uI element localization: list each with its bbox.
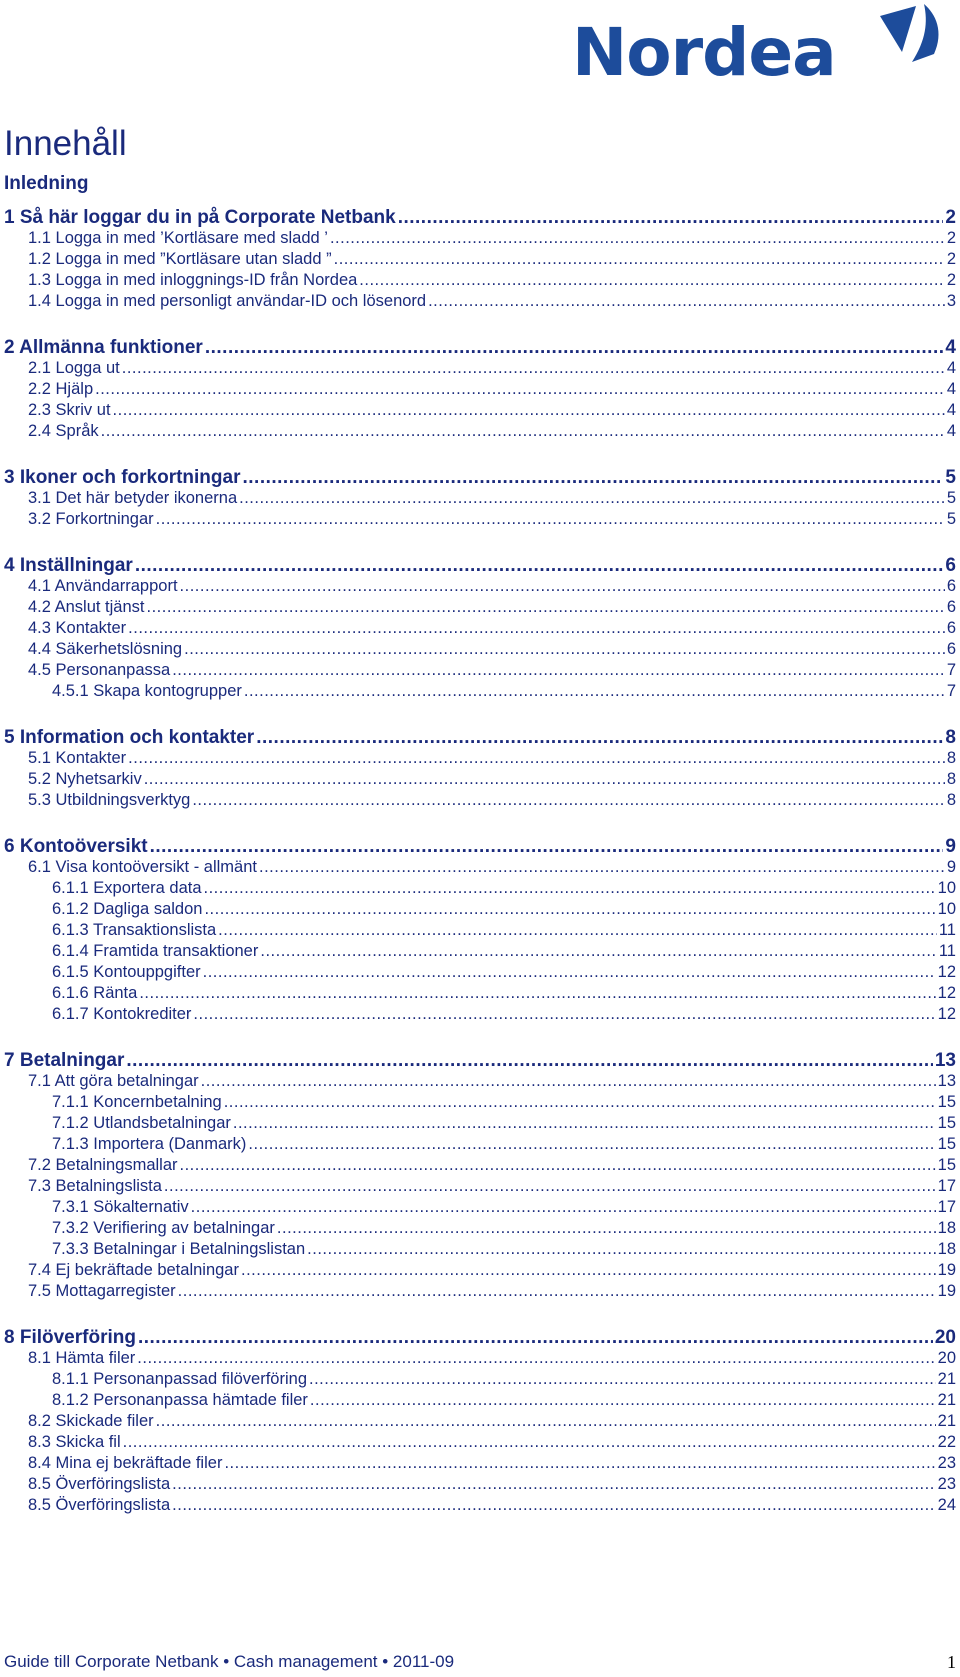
toc-page-number: 24 [937, 1496, 956, 1514]
toc-dot-leader [95, 379, 945, 399]
toc-entry[interactable] [52, 1368, 956, 1389]
toc-entry-title: 2.3 Skriv ut [28, 401, 111, 419]
toc-dot-leader [204, 878, 936, 898]
toc-entry-title: 4 Inställningar [4, 555, 133, 576]
toc-entry-title: 3 Ikoner och forkortningar [4, 467, 241, 488]
toc-entry[interactable] [28, 1473, 956, 1494]
toc-dot-leader [309, 1369, 936, 1389]
toc-entry-title: 7.1.1 Koncernbetalning [52, 1093, 222, 1111]
toc-dot-leader [128, 618, 945, 638]
toc-entry-title: 8.3 Skicka fil [28, 1433, 121, 1451]
toc-page-number: 2 [945, 207, 956, 228]
toc-entry[interactable] [28, 1154, 956, 1175]
toc-page-number: 18 [937, 1240, 956, 1258]
toc-dot-leader [330, 228, 945, 248]
toc-entry[interactable] [28, 357, 956, 378]
toc-dot-leader [128, 748, 945, 768]
toc-entry[interactable] [52, 898, 956, 919]
toc-entry-title: 5.2 Nyhetsarkiv [28, 770, 142, 788]
toc-entry-title: 1.2 Logga in med ”Kortläsare utan sladd ” [28, 250, 332, 268]
toc-page-number: 6 [946, 598, 956, 616]
toc-entry-title: 6.1.2 Dagliga saldon [52, 900, 203, 918]
toc-page-number: 10 [937, 879, 956, 897]
toc-dot-leader [244, 681, 945, 701]
toc-page-number: 8 [945, 727, 956, 748]
toc-entry-title: 4.1 Användarrapport [28, 577, 178, 595]
toc-entry[interactable] [52, 1003, 956, 1024]
toc-entry[interactable] [28, 747, 956, 768]
toc-entry-title: 3.2 Forkortningar [28, 510, 154, 528]
toc-entry[interactable] [52, 961, 956, 982]
toc-dot-leader [204, 899, 935, 919]
toc-page-number: 15 [937, 1114, 956, 1132]
toc-dot-leader [144, 769, 945, 789]
toc-entry[interactable] [28, 290, 956, 311]
toc-entry-title: 4.5 Personanpassa [28, 661, 171, 679]
page-title: Innehåll [4, 124, 127, 163]
toc-page-number: 2 [946, 271, 956, 289]
toc-page-number: 7 [946, 682, 956, 700]
toc-dot-leader [123, 1432, 936, 1452]
toc-page-number: 5 [946, 510, 956, 528]
toc-page-number: 10 [937, 900, 956, 918]
toc-page-number: 15 [937, 1093, 956, 1111]
toc-dot-leader [241, 1260, 936, 1280]
toc-entry-title: 8.1.1 Personanpassad filöverföring [52, 1370, 307, 1388]
toc-page-number: 19 [937, 1282, 956, 1300]
toc-entry-title: 6.1.1 Exportera data [52, 879, 202, 897]
toc-entry[interactable] [28, 1070, 956, 1091]
toc-entry[interactable] [28, 508, 956, 529]
page-footer [4, 1651, 956, 1673]
toc-entry-title: 6 Kontoöversikt [4, 836, 148, 857]
toc-entry-title: 8.5 Överföringslista [28, 1496, 171, 1514]
toc-entry[interactable] [52, 1238, 956, 1259]
toc-page-number: 7 [946, 661, 956, 679]
toc-entry[interactable] [28, 1259, 956, 1280]
toc-entry-title: 1.4 Logga in med personligt användar-ID och lösenord [28, 292, 427, 310]
toc-dot-leader [233, 1113, 936, 1133]
toc-entry-title: 7.5 Mottagarregister [28, 1282, 176, 1300]
toc-entry[interactable] [28, 596, 956, 617]
toc-page-number: 19 [937, 1261, 956, 1279]
toc-entry[interactable] [28, 768, 956, 789]
toc-page-number: 4 [945, 337, 956, 358]
toc-dot-leader [359, 270, 945, 290]
toc-entry[interactable] [28, 1410, 956, 1431]
toc-entry-title: 4.2 Anslut tjänst [28, 598, 145, 616]
toc-entry-title: 7 Betalningar [4, 1050, 125, 1071]
toc-entry[interactable] [28, 617, 956, 638]
toc-dot-leader [428, 291, 945, 311]
toc-page-number: 18 [937, 1219, 956, 1237]
toc-dot-leader [224, 1092, 936, 1112]
toc-entry[interactable] [28, 378, 956, 399]
toc-entry-title: 4.3 Kontakter [28, 619, 127, 637]
toc-page-number: 8 [946, 749, 956, 767]
toc-dot-leader [191, 1197, 936, 1217]
toc-entry[interactable] [52, 1196, 956, 1217]
toc-entry[interactable] [28, 1175, 956, 1196]
toc-entry-title: 7.4 Ej bekräftade betalningar [28, 1261, 239, 1279]
toc-entry-title: 6.1.3 Transaktionslista [52, 921, 217, 939]
toc-entry-title: 2 Allmänna funktioner [4, 337, 203, 358]
page-number: 1 [947, 1652, 956, 1672]
toc-entry[interactable] [52, 1133, 956, 1154]
toc-entry-title: 6.1.4 Framtida transaktioner [52, 942, 259, 960]
toc-page-number: 2 [946, 250, 956, 268]
toc-entry-title: 4.5.1 Skapa kontogrupper [52, 682, 242, 700]
toc-page-number: 5 [945, 467, 956, 488]
toc-page-number: 8 [946, 791, 956, 809]
toc-entry-title: 1 Så här loggar du in på Corporate Netbank [4, 207, 396, 228]
toc-entry[interactable] [52, 1112, 956, 1133]
toc-page-number: 9 [945, 836, 956, 857]
toc-entry-title: 6.1.5 Kontouppgifter [52, 963, 201, 981]
toc-page-number: 5 [946, 489, 956, 507]
toc-entry-title: 8.5 Överföringslista [28, 1475, 171, 1493]
toc-dot-leader [113, 400, 945, 420]
toc-page-number: 6 [946, 640, 956, 658]
toc-dot-leader [307, 1239, 935, 1259]
toc-page-number: 4 [946, 380, 956, 398]
toc-entry[interactable] [52, 919, 956, 940]
toc-dot-leader [101, 421, 945, 441]
toc-entry-title: 5.3 Utbildningsverktyg [28, 791, 191, 809]
toc-entry[interactable] [28, 399, 956, 420]
toc-entry[interactable] [28, 269, 956, 290]
toc-entry-title: 7.3 Betalningslista [28, 1177, 162, 1195]
toc-entry-title: 7.1.3 Importera (Danmark) [52, 1135, 247, 1153]
toc-dot-leader [239, 488, 945, 508]
toc-entry[interactable] [28, 1280, 956, 1301]
toc-page-number: 6 [946, 619, 956, 637]
toc-entry[interactable] [28, 1431, 956, 1452]
logo-wordmark: Nordea [572, 14, 836, 91]
toc-entry[interactable] [28, 856, 956, 877]
toc-page-number: 11 [938, 942, 956, 960]
toc-entry[interactable] [52, 680, 956, 701]
toc-dot-leader [260, 941, 937, 961]
toc-dot-leader [203, 962, 936, 982]
toc-entry[interactable] [52, 877, 956, 898]
toc-page-number: 2 [946, 229, 956, 247]
toc-entry-title: 7.2 Betalningsmallar [28, 1156, 178, 1174]
toc-entry-title: 2.1 Logga ut [28, 359, 120, 377]
toc-entry[interactable] [52, 1091, 956, 1112]
toc-entry-title: 3.1 Det här betyder ikonerna [28, 489, 238, 507]
toc-entry-title: 1.3 Logga in med inloggnings-ID från Nordea [28, 271, 358, 289]
toc-dot-leader [277, 1218, 936, 1238]
footer-text: Guide till Corporate Netbank • Cash management • 2011-09 [4, 1652, 455, 1671]
toc-dot-leader [147, 597, 945, 617]
toc-entry-title: 8.1 Hämta filer [28, 1349, 136, 1367]
toc-page-number: 23 [937, 1454, 956, 1472]
toc-entry[interactable] [28, 789, 956, 810]
toc-page-number: 15 [937, 1135, 956, 1153]
toc-page-number: 6 [945, 555, 956, 576]
toc-page-number: 6 [946, 577, 956, 595]
toc-entry-title: 6.1 Visa kontoöversikt - allmänt [28, 858, 257, 876]
toc-dot-leader [172, 1474, 935, 1494]
intro-heading: Inledning [4, 173, 89, 194]
toc-dot-leader [180, 1155, 936, 1175]
toc-page-number: 21 [937, 1391, 956, 1409]
toc-dot-leader [218, 920, 937, 940]
toc-page-number: 17 [937, 1177, 956, 1195]
toc-page-number: 20 [937, 1349, 956, 1367]
toc-dot-leader [192, 790, 944, 810]
toc-page-number: 13 [934, 1050, 956, 1071]
toc-dot-leader [178, 1281, 936, 1301]
toc-entry[interactable] [28, 1347, 956, 1368]
toc-page-number: 15 [937, 1156, 956, 1174]
toc-entry-title: 6.1.6 Ränta [52, 984, 138, 1002]
toc-entry-title: 2.2 Hjälp [28, 380, 94, 398]
toc-dot-leader [164, 1176, 936, 1196]
toc-page-number: 22 [937, 1433, 956, 1451]
toc-dot-leader [156, 509, 945, 529]
toc-dot-leader [184, 639, 945, 659]
table-of-contents [4, 0, 956, 1677]
toc-dot-leader [156, 1411, 936, 1431]
toc-dot-leader [180, 576, 945, 596]
toc-dot-leader [139, 983, 935, 1003]
toc-dot-leader [137, 1348, 935, 1368]
toc-entry-title: 2.4 Språk [28, 422, 99, 440]
toc-entry[interactable] [28, 227, 956, 248]
toc-entry-title: 8.4 Mina ej bekräftade filer [28, 1454, 223, 1472]
toc-entry-title: 5 Information och kontakter [4, 727, 255, 748]
toc-entry[interactable] [28, 487, 956, 508]
toc-entry[interactable] [28, 1452, 956, 1473]
toc-entry-title: 7.3.1 Sökalternativ [52, 1198, 189, 1216]
toc-entry[interactable] [28, 248, 956, 269]
toc-entry[interactable] [52, 1389, 956, 1410]
toc-page-number: 23 [937, 1475, 956, 1493]
toc-entry[interactable] [52, 940, 956, 961]
toc-entry-title: 1.1 Logga in med ’Kortläsare med sladd ’ [28, 229, 328, 247]
toc-entry-title: 6.1.7 Kontokrediter [52, 1005, 192, 1023]
toc-entry-title: 8.2 Skickade filer [28, 1412, 154, 1430]
toc-dot-leader [201, 1071, 936, 1091]
toc-page-number: 21 [937, 1412, 956, 1430]
toc-entry-title: 8 Filöverföring [4, 1327, 136, 1348]
toc-page-number: 9 [946, 858, 956, 876]
toc-entry[interactable] [28, 659, 956, 680]
toc-entry[interactable] [28, 1494, 956, 1515]
toc-entry[interactable] [28, 575, 956, 596]
toc-entry[interactable] [52, 982, 956, 1003]
toc-page-number: 20 [934, 1327, 956, 1348]
toc-entry[interactable] [52, 1217, 956, 1238]
toc-dot-leader [172, 1495, 935, 1515]
toc-page-number: 4 [946, 422, 956, 440]
toc-dot-leader [193, 1004, 935, 1024]
toc-page-number: 17 [937, 1198, 956, 1216]
toc-entry[interactable] [28, 638, 956, 659]
toc-page-number: 12 [937, 1005, 956, 1023]
toc-page-number: 8 [946, 770, 956, 788]
toc-entry-title: 7.3.3 Betalningar i Betalningslistan [52, 1240, 306, 1258]
toc-entry-title: 7.1 Att göra betalningar [28, 1072, 199, 1090]
toc-dot-leader [172, 660, 945, 680]
toc-page-number: 21 [937, 1370, 956, 1388]
toc-entry-title: 8.1.2 Personanpassa hämtade filer [52, 1391, 308, 1409]
toc-dot-leader [224, 1453, 935, 1473]
toc-dot-leader [310, 1390, 936, 1410]
toc-entry-title: 5.1 Kontakter [28, 749, 127, 767]
toc-page-number: 4 [946, 401, 956, 419]
toc-entry-title: 7.1.2 Utlandsbetalningar [52, 1114, 231, 1132]
toc-entry-title: 7.3.2 Verifiering av betalningar [52, 1219, 275, 1237]
toc-page-number: 3 [946, 292, 956, 310]
toc-dot-leader [334, 249, 945, 269]
toc-page-number: 12 [937, 963, 956, 981]
toc-page-number: 13 [937, 1072, 956, 1090]
toc-entry[interactable] [28, 420, 956, 441]
toc-page-number: 11 [938, 921, 956, 939]
toc-page-number: 12 [937, 984, 956, 1002]
toc-dot-leader [259, 857, 945, 877]
toc-dot-leader [248, 1134, 935, 1154]
toc-page-number: 4 [946, 359, 956, 377]
toc-dot-leader [122, 358, 945, 378]
toc-entry-title: 4.4 Säkerhetslösning [28, 640, 183, 658]
